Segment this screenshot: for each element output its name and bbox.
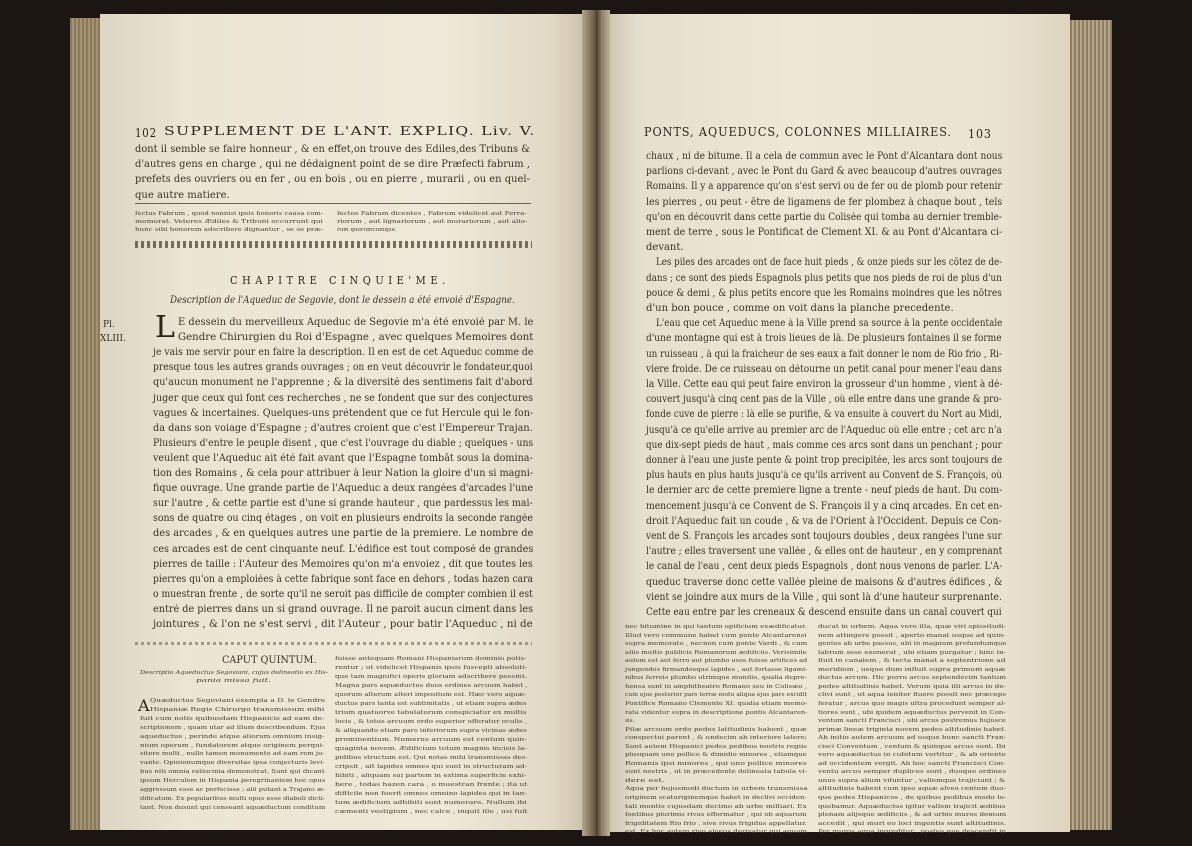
body-line-text: dans ; ce sont des pieds Espagnols plus petits que nos pieds de roi de plus d'un [646,272,1002,284]
latin-line-text: bus niti omnia ratiocinia demonstrat. Sunt qui dicant [140,769,325,776]
latin-line-text: ductus arcum. Hic porro arcus septendecim tantum [818,675,1006,682]
body-line-text: chaux , ni de bitume. Il a cela de commun avec le Pont d'Alcantara dont nous [646,151,1003,162]
body-line [646,577,1002,589]
latin-line-text: fuisse antequam Romani Hispaniarum dominio potis- [335,656,527,662]
body-line-text: pierres qu'on a emploiées à cette fabrique sont face en dehors , todas hazen cara [153,573,533,585]
latin-line-text: fuit cum notis quibusdam Hispanicis ad eam de- [140,715,325,722]
body-line [646,242,1002,254]
latin-line-text: Illud vero commune habet cum ponte Alcantarensi [625,632,807,639]
latin-line-text: gentos ab urbe passus, ubi in magnum profundumque [818,641,1007,648]
body-line-text: un ruisseau , à qui la fraicheur de ses eaux a fait donner le nom de Rio frio , Ri- [646,348,1002,360]
latin-line-text: aggressum esse ac perfecisse ; alii putant a Trajano æ- [140,787,326,793]
note-line-text: riorum , aut lignariorum , aut murariorum , aut alio- [337,219,528,226]
body-line [646,501,1002,513]
latin-line-text: originem scaturiginemque habet in declivi occiden- [625,795,807,801]
body-line [153,438,533,450]
body-line-text: couvert jusqu'à cinq cent pas de la Ville , où elle entre dans une grande & pro- [646,394,1002,406]
latin-line-text: Romanis ipsi minores , qui uno pollice minores [625,760,807,767]
body-line [153,498,533,510]
body-line [153,393,533,405]
body-line [153,408,533,420]
latin-line-text: conspectui parent , & undecim ab interiore latere; [625,735,808,742]
body-line [135,159,530,171]
latin-line-text: rata videntur supra in descriptione pontis Alcantaren- [625,709,808,716]
body-line-text: donner à l'eau une juste pente & point trop precipitée, les arcs sont toujours de [646,455,1003,466]
body-line-text: devant. [646,242,684,254]
latin-line-text: cæmenti vestigium , nec calce , inquit ille , usi fuit [335,809,528,815]
body-line-text: d'autres gens en charge , qui ne dédaignent point de se dire Præfecti fabrum , [135,159,530,171]
body-line-text: des arcades , & en quelques autres une partie de la premiere. Le nombre de [153,528,534,540]
latin-line-text: tali montis cujusdam decimo ab urbe milliari. Ex [625,803,807,810]
body-line-text: L'eau que cet Aqueduc mene à la Ville prend sa source à la pente occidentale [656,318,1003,330]
latin-line [818,829,1006,841]
body-line [656,318,1002,330]
body-line [646,333,1002,345]
body-line-text: Gendre Chirurgien du Roi d'Espagne , avec quelques Memoires dont [178,332,534,344]
body-line-text: prefets des ouvriers ou en fer , ou en bois , ou en pierre , murarii , ou en quel- [135,174,530,186]
latin-line-text: plenam alijsque ædificiis , & ad urbis muros demum [818,812,1007,819]
latin-line-text: Per muros aqua ingreditur , postea que descendit in [818,829,1007,836]
latin-line-text: hensa sunt in amphitheatro Romano seu in Colisæo , [625,683,807,690]
body-line-text: o muestran frente , de sorte qu'il ne seroit pas difficile de compter combien il est [153,588,533,600]
body-line [178,332,533,344]
latin-line-text: vante. Opinionumque diversitas ipsa conjecturis levi- [140,760,325,767]
body-line-text: tion des Romains , & cela pour attribuer à leur Nation la gloire d'un si magni- [153,468,534,479]
book-gutter [582,10,610,836]
body-line [153,377,533,389]
body-line [646,197,1002,209]
running-head [644,124,952,139]
body-line [656,257,1002,269]
body-line-text: d'un bon pouce , comme on voit dans la planche precedente. [646,303,954,314]
latin-line-text: quebamur. Aquæductus igitur vallem trajicit ædibus [818,803,1006,810]
latin-line-text: nec bitumine in qui tantum opificium exædificatur. [625,624,807,630]
latin-line-text: tiores sunt , ubi quidem aquæductus pervenit in Con- [818,709,1006,716]
latin-line-text: Magna pars aquæductus duos ordines arcuum habet , [335,683,528,689]
body-line-text: le canal de l'eau , cent deux pieds Espagnols , dont nous venons de parler. L'A- [646,561,1003,573]
body-line-text: Les piles des arcades ont de face huit pieds , & onze pieds sur les côtez de de- [656,257,1003,269]
body-line [646,379,1002,391]
body-line [153,544,533,556]
body-line [646,151,1002,163]
page-number-text: 103 [968,126,992,141]
latin-line-text: Sunt autem Hispanici pedes pedibus nostris regiis [625,743,807,750]
body-line [153,423,533,435]
latin-line-text: unus supra alium vifuntur , vallemque trajiciunt ; & [818,777,1006,784]
latin-line-text: Hispaniæ Regis Chirurgo transmissum mihi [150,706,325,713]
latin-line-text: cum ejus posterior pars terræ motu aliqua ejus pars excidit [625,692,808,699]
body-line-text: sons de quatre ou cinq étages , on voit en plusieurs endroits la seconde rangée [153,513,533,525]
plate-margin-note: Pl. [103,320,115,330]
latin-line-text: fontibus plurimis rivus efformatur , qui ob aquarum [625,812,807,819]
body-line [178,317,533,329]
latin-line-text: meridiem , usque dum influit supra primum aquæ [818,666,1006,673]
body-line-text: l'autre ; elles traversent une vallée , & elles ont de hauteur , en y comprenant [646,546,1003,558]
body-line [646,470,1002,482]
body-line-text: viere froide. De ce ruisseau on détourne un petit canal pour mener l'eau dans [646,363,1002,375]
latin-line-text: bere , todas hazen cara , o muestran frente ; ita ut [335,782,528,788]
latin-line-text: accedit , qui muri eo loci ingentis sunt altitudinis. [818,820,1007,827]
latin-line-text: altitudinis habent cum ipso aquæ alveo centum duo- [818,786,1006,793]
latin-line-text: est. Ex hoc autem rivo alveus derivatur qui aquam [625,829,808,836]
caput-title [222,655,317,666]
caput-subtitle [196,678,276,690]
running-head-text: PONTS, AQUEDUCS, COLONNES MILLIAIRES. [644,124,952,139]
body-line-text: que autre matiere. [135,189,230,201]
latin-line-text: quaginta novem. Ædificium totum magnis incisis la- [335,746,527,752]
caput-subtitle-text: pania missa fuit. [196,678,271,684]
latin-line-text: scriptionem , quam utar ad illum describendum. Ejus [140,724,326,731]
body-line-text: pouce & demi , & plus petits encore que les Romains moindres que les nôtres [646,287,1002,299]
body-line-text: sur l'autre , & cette partie est d'une si grande hauteur , que pardessus les mai- [153,498,533,510]
body-line [646,227,1002,239]
body-line [153,604,533,616]
latin-line-text: Quæductus Segoviani exempla a D. le Gendre [150,698,326,704]
latin-line-text: nibus ferreis plumbo utrimque munitis, qualia depre- [625,675,807,682]
latin-line-text: pedes altitudinis habet. Verum quia illi arcus in de- [818,683,1007,690]
latin-line-text: plusquam uno pollice & dimidio minores , etiamque [625,752,807,759]
body-line-text: vagues & incertaines. Quelques-uns prétendent que ce fut Hercule qui le fon- [153,407,534,419]
body-line [135,144,530,156]
body-line-text: mencement jusqu'à ce Convent de S. François il y a cinq arcades. En cet en- [646,500,1003,512]
body-line [646,273,1002,285]
body-line [153,513,533,525]
body-line [646,212,1002,224]
chapter-title-text: CHAPITRE CINQUIE'ME. [230,274,450,287]
latin-line-text: frigiditatem Rio frio , sive rivus frigidus appellatur. [625,820,807,827]
latin-line-text: ipsum Herculem in Hispania peregrinantem hoc opus [140,778,326,785]
latin-line-text: ventu arcus semper duplices sunt , duoque ordines [818,769,1007,776]
latin-line-text: jungendos firmandosque lapides , aut fortasse ligami- [625,666,808,673]
body-line-text: la Ville. Cette eau qui peut faire environ la grosseur d'un homme , vient à dé- [646,379,1003,390]
left-page [100,14,590,830]
body-line-text: entré de pierres dans un si grand ouvrage. Il ne paroit aucun ciment dans les [153,603,534,615]
latin-line-text: & aliquando etiam pars inferiorum supra vicinas ædes [335,728,527,734]
latin-line-text: tant. Non desunt qui censeant aquæductum conditum [140,804,326,811]
body-line [646,425,1002,437]
latin-line-text: feratur , arcus quo magis ultra procedunt semper al- [818,700,1006,707]
body-line [646,303,1002,315]
page-number [968,126,992,141]
latin-line-text: ducat in urbem. Aqua vero illa, quæ viri spissitudi- [818,624,1007,630]
body-line [646,288,1002,300]
latin-line-text: nium operum , fundatorem atque originem perqui- [140,742,325,749]
latin-line [625,829,807,841]
chapter-subtitle-text: Description de l'Aqueduc de Segovie, dont le dessein a été envoié d'Espagne. [170,295,515,306]
body-line-text: plus hauts en plus hauts jusqu'à ce qu'ils arrivent au Convent de S. François, où [646,470,1003,482]
body-line [153,483,533,495]
latin-line-text: Aqua per hujusmodi ductum in urbem transmissa [625,786,808,793]
body-line-text: E dessein du merveilleux Aqueduc de Segovie m'a été envoié par M. le [178,317,534,328]
note-line-text: fectos Fabrum dicentes , Fabrum videlicet aut Ferra- [337,211,527,217]
body-line [646,607,1002,619]
chapter-subtitle [170,295,515,307]
body-line-text: dont il semble se faire honneur , & en effet,on trouve des Ediles,des Tribuns & [135,144,530,155]
latin-line-text: dere est. [625,777,665,784]
chapter-title [230,274,450,288]
body-line-text: da dans son voiage d'Espagne ; d'autres croient que c'est l'Empereur Trajan. [153,422,533,434]
latin-line [140,805,325,817]
latin-line-text: vero aquæductus in cubitum vertitur , & ab oriente [818,752,1006,759]
body-line-text: Romains. Il y a apparence qu'on s'est servi ou de fer ou de plomb pour retenir [646,181,1002,193]
ornament-band [135,241,532,248]
latin-line-text: dificatum. Ex popularibus multi opus esse diaboli dicti- [140,795,326,802]
body-line-text: je vais me servir pour en faire la description. Il en est de cet Aqueduc comme de [153,347,534,359]
body-line-text: jusqu'à ce qu'elle arrive au premier arc de l'Aqueduc où elle entre ; cet arc n'a [646,424,1002,436]
latin-line-text: supra memorato , necnon cum ponte Vardi , & cum [625,641,808,648]
caput-subtitle-text: Descriptio Aqueductus Segoviani, cujus delineatio ex His- [140,670,328,676]
body-line-text: ces arcades est de cent cinquante neuf. L'édifice est tout composé de grandes [153,543,534,555]
body-line-text: queduc traverse donc cette vallée pleine de maisons & d'autres édifices , & [646,576,1003,588]
caput-drop-cap: A [138,696,150,715]
body-line [153,619,533,631]
body-line [646,531,1002,543]
body-line [153,453,533,465]
body-line-text: vent de S. François les arcades sont toujours doubles , deux rangées l'une sur [646,531,1002,542]
body-line-text: droit l'Aqueduc fait un coude , & va de l'Orient à l'Occident. Depuis ce Con- [646,515,1002,527]
running-head [164,123,536,138]
latin-line [335,809,527,821]
body-line-text: veulent que l'Aqueduc ait été fait avant que l'Espagne tombât sous la domina- [153,452,533,464]
caput-title-text: CAPUT QUINTUM. [222,655,317,666]
latin-line-text: labrum sese exonerat , ubi etiam purgatur ; hinc in- [818,649,1006,656]
latin-line-text: trium quatuorve tabulatorum conspiciatur ex multis [335,710,527,716]
body-line-text: parlions ci-devant , avec le Pont du Gard & avec beaucoup d'autres ouvrages [646,166,1002,178]
latin-line-text: sunt nostris , ut in præcedente delineata tabula vi- [625,769,808,776]
note-line [135,227,323,239]
body-line [646,455,1002,467]
body-line [646,166,1002,178]
latin-line-text: difficile non fuerit omnes omnino lapides qui in tan- [335,791,527,797]
latin-line-text: primæ lineæ triginta novem pedes altitudinis habet. [818,726,1007,733]
note-line-text: rum quorumcumque. [337,227,397,234]
drop-cap: L [155,310,175,345]
body-line [646,485,1002,497]
body-line [646,181,1002,193]
latin-line-text: Pontifice Romano Clemente XI. qualia etiam memo- [625,700,808,707]
body-line-text: jointures , & l'on ne s'est servi , dit l'Auteur , pour batir l'Aqueduc , ni de [153,619,533,630]
page-number [135,125,157,140]
latin-line-text: rentur ; ut videlicet Hispanis ipsis fuscepti absoluti- [335,665,528,671]
latin-line-text: pidibus structum est. Qui notas mihi transmissas des- [335,755,528,761]
body-line [646,394,1002,406]
plate-margin-note: XLIII. [100,334,126,344]
latin-line-text: quorum alterum alteri impositum est. Hæc vero aquæ- [335,692,527,698]
body-line-text: le dernier arc de cette premiere ligne a trente - neuf pieds de haut. Du com- [646,485,1003,497]
latin-line-text: que tam magnifici operis gloriam adscribere possint. [335,674,528,680]
latin-line-text: Pilæ arcuum ordo pedes latitudinis habent , quæ [625,726,807,733]
body-line [646,546,1002,558]
body-line-text: d'une montagne qui est à trois lieues de là. De plusieurs fontaines il se forme [646,333,1002,345]
right-page-edges [1068,20,1112,830]
latin-line-text: Ab initio autem arcuum ad usque hunc sancti Fran- [818,735,1007,742]
body-line [646,592,1002,604]
body-line-text: Cette eau entre par les creneaux & descend ensuite dans un canal couvert qui [646,607,1002,618]
body-line-text: ment de terre , sous le Pontificat de Clement XI. & au Pont d'Alcantara ci- [646,227,1003,238]
body-line [153,559,533,571]
latin-line-text: hibiti , aliquam sui partem in extima superficie exhi- [335,773,527,779]
note-line-text: fectus Fabrum , quod nonnisi ipsis honoris causa com- [135,211,324,217]
body-line [646,349,1002,361]
body-line-text: Plusieurs d'entre le peuple disent , que c'est l'ouvrage du diable ; quelques - uns [153,437,534,449]
body-line [646,364,1002,376]
left-page-edges [70,18,102,830]
latin-line-text: fluit in canalem , & tecta manat a septentrione ad [818,658,1006,665]
note-line-text: memorat. Veteres Ædiles & Tribuni occurrunt qui [135,219,323,226]
body-line [153,574,533,586]
latin-line-text: cisci Conventum , centum & quinque arcus sunt. Ibi [818,743,1006,750]
body-line-text: que dix-sept pieds de haut , mais comme ces arcs sont dans un penchant ; pour [646,439,1002,451]
latin-line-text: nem attingere possit , aperto manat usque ad quin- [818,632,1006,639]
note-line [337,227,527,239]
body-line-text: les pierres , ou peut - être de ligamens de fer plombez à chaque bout , tels [646,196,1003,208]
page-number-text: 102 [135,125,157,140]
latin-line-text: locis , & totus arcuum ordo superior offeratur oculis , [335,719,528,725]
latin-line-text: ductus pars tanta est sublimitatis , ut etiam supra ædes [335,701,527,707]
body-line [153,589,533,601]
note-rule [135,203,531,204]
body-line-text: presque tous les autres grands ouvrages ; on en veut découvrir le fondateur,quoi [153,362,533,374]
body-line-text: qu'on en découvrit dans cette partie du Colisée qui tomba au dernier tremble- [646,211,1003,223]
latin-line-text: prominentium. Numerus arcuum est centum quin- [335,737,527,743]
body-line-text: vient se joindre aux murs de la Ville , qui sont là d'une hauteur surprenante. [646,591,1002,603]
right-page [600,14,1070,836]
body-line [135,190,530,202]
body-line-text: fonde cuve de pierre : là elle se purifie, & va ensuite à couvert du Nort au Midi, [646,409,1002,421]
body-line [646,561,1002,573]
note-line-text: hunc sibi honorem adscribere dignantur , se se præ- [135,227,324,234]
latin-line-text: aqueductus , perinde atque aliorum omnium insig- [140,733,325,740]
latin-line-text: que pedes Hispanicos , de quibus pedibus modo lo- [818,795,1007,801]
latin-line-text: sitere multi , nullo tamen monumento ad eam rem ju- [140,751,325,758]
body-line [153,528,533,540]
body-line [153,362,533,374]
latin-line-text: sis. [625,718,635,725]
latin-line-text: tum ædificium adhibiti sunt numerare. Nullum ibi [335,800,527,806]
latin-line-text: cripsit , ait lapides omnes qui sunt in structuram ad- [335,764,528,770]
body-line [646,440,1002,452]
body-line-text: juger que ceux qui font ces recherches , ne se fondent que sur des conjectures [153,392,533,404]
latin-line-text: autem est aut ferro aut plumbo usos fuisse artifices ad [625,658,808,665]
body-line-text: pierres de taille : l'Auteur des Memoires qu'on m'a envoiez , dit que toutes les [153,558,533,570]
running-head-text: SUPPLEMENT DE L'ANT. EXPLIQ. Liv. V. [164,123,536,138]
latin-line-text: ventum sancti Francisci , ubi arcus postremus hujusce [818,718,1006,725]
ornament-band-2 [135,642,532,645]
body-line-text: fique ouvrage. Une grande partie de l'Aqueduc a deux rangées d'arcades l'une [153,483,533,495]
body-line [153,347,533,359]
body-line [646,409,1002,421]
body-line [646,516,1002,528]
body-line [153,468,533,480]
latin-line-text: clivi sunt , ut aqua leniter fluere possit nec præceps [818,692,1007,699]
latin-line-text: aliis multis publicis Romanorum ædificiis. Verisimile [625,649,807,656]
body-line-text: qu'aucun monument ne l'apprenne ; & la diversité des sentimens fait d'abord [153,377,533,389]
body-line [135,174,530,186]
latin-line-text: ad occidentem vergit. Ab hoc sancti Francisci Con- [818,760,1006,767]
